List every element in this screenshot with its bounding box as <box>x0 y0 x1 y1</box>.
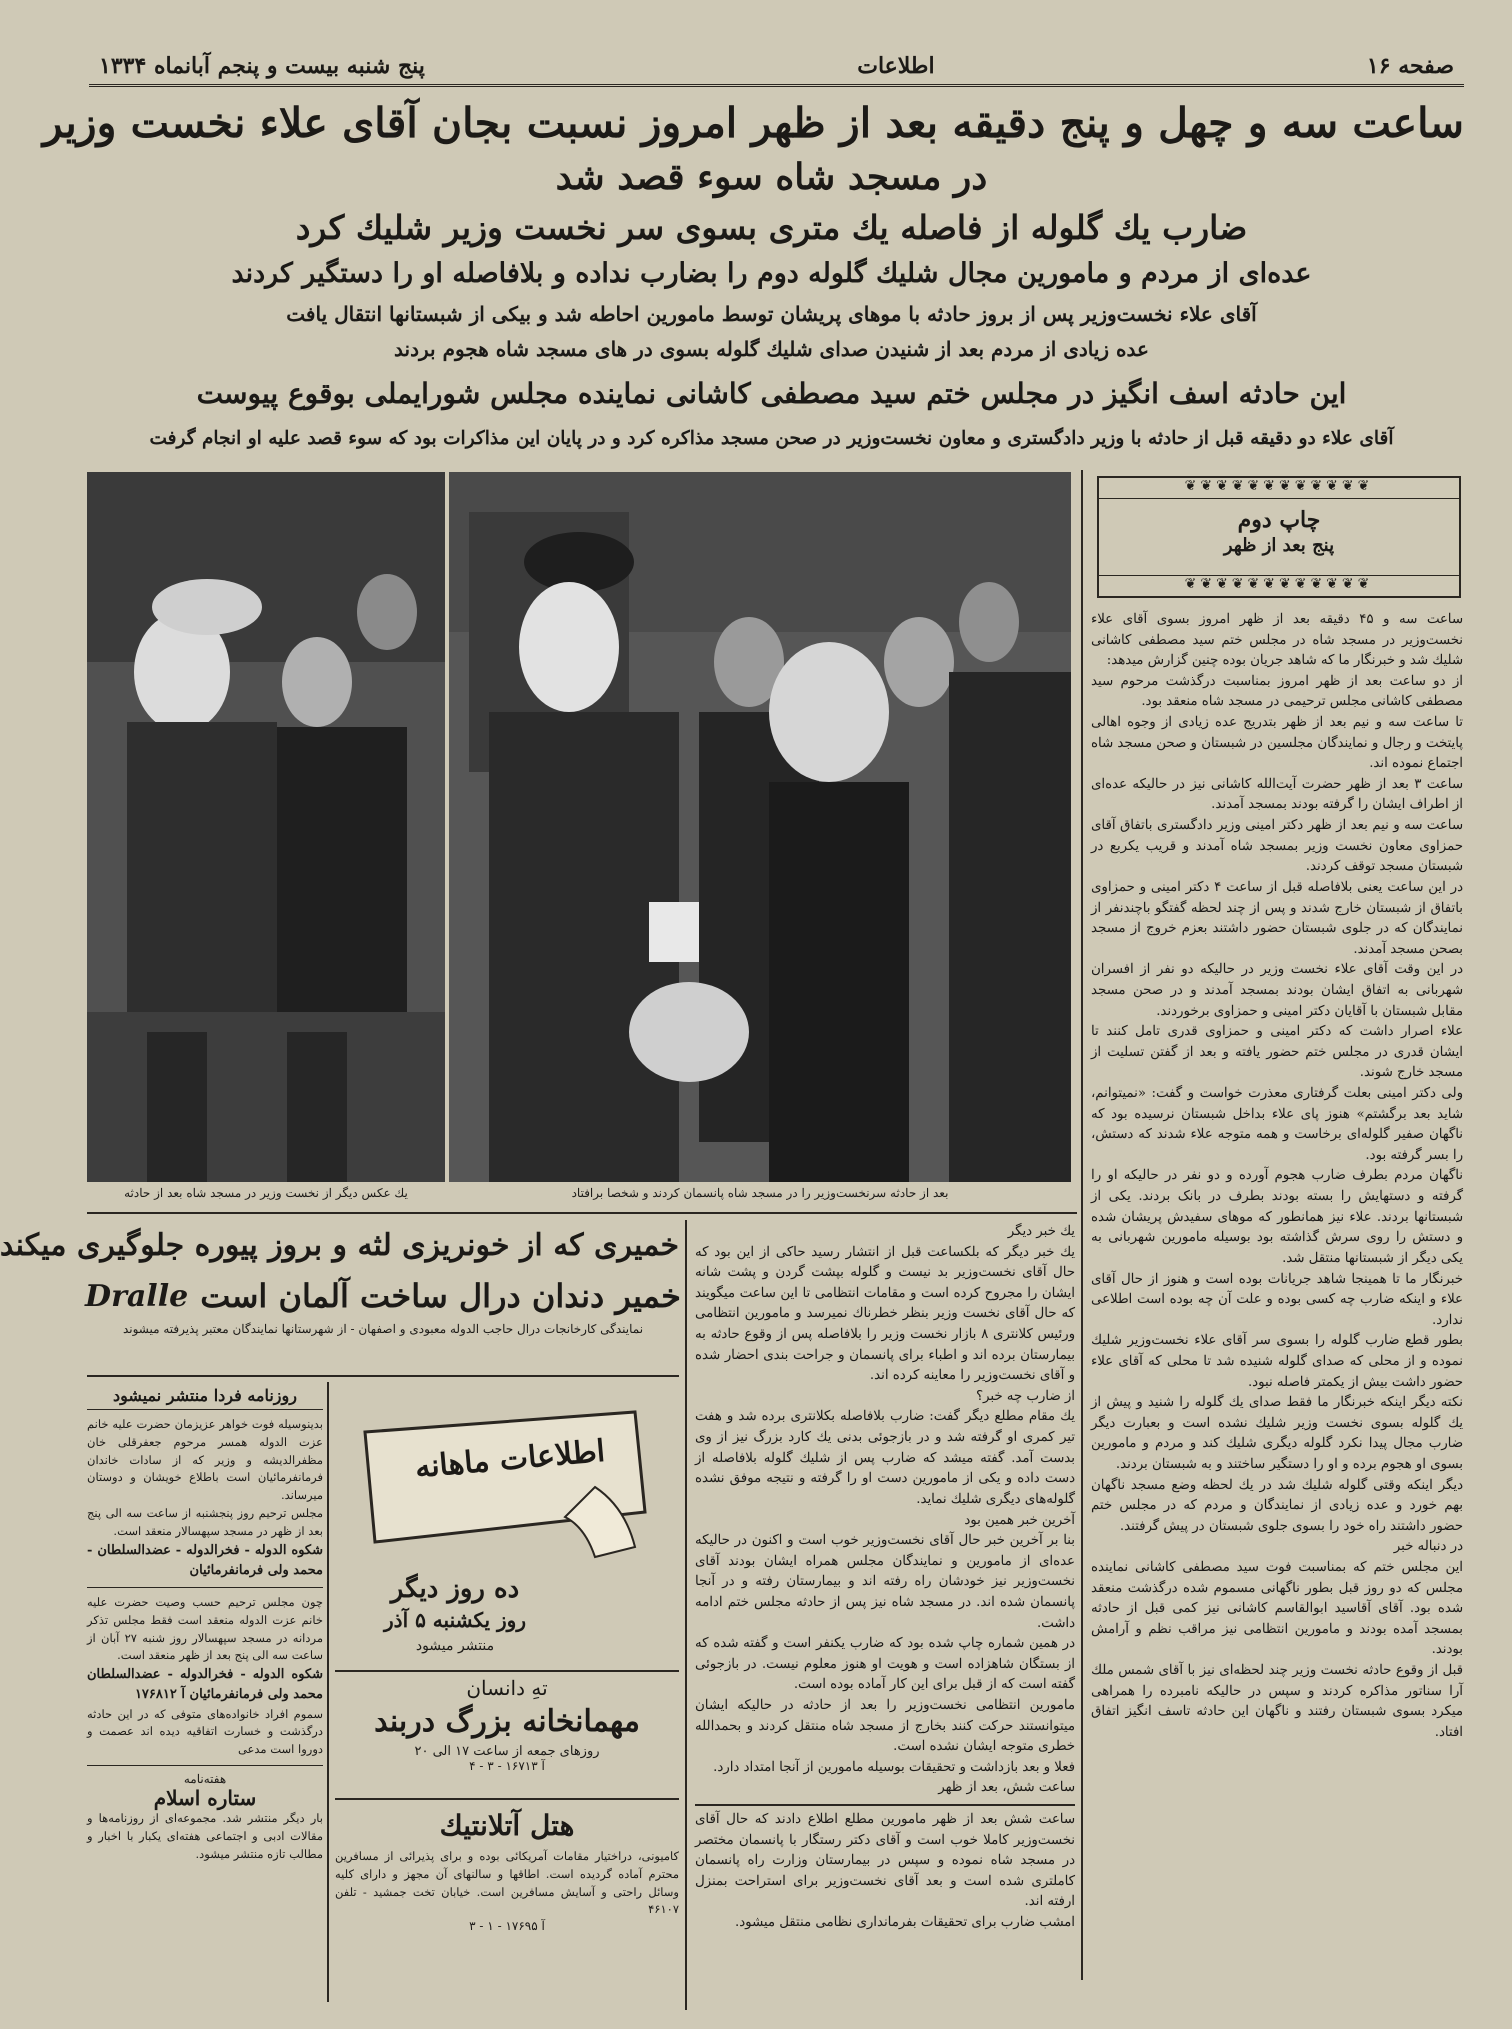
newspaper-name: اطلاعات <box>857 53 935 79</box>
notices-column <box>87 1382 323 2012</box>
monthly-rule <box>335 1670 679 1672</box>
obituary-three: سموم افراد خانواده‌های متوفی که در این حادثه درگذشت و خسارت اتفاقیه دیده اند عصمت و دوروا است مدعی <box>87 1706 323 1757</box>
section-rule <box>87 1212 1077 1214</box>
toothpaste-headline: خمیر دندان درال ساخت آلمان است <box>200 1277 681 1315</box>
inn-code: آ ۱۶۷۱۳ - ۳ - ۴ <box>469 1759 545 1773</box>
headline-sixth: عده زیادی از مردم بعد از شنیدن صدای شلیك گلوله بسوی در های مسجد شاه هجوم بردند <box>394 337 1149 361</box>
hotel-code: آ ۱۷۶۹۵ - ۱ - ۳ <box>469 1919 545 1934</box>
weekly-text: بار دیگر منتشر شد. مجموعه‌ای از روزنامه‌ها و مقالات ادبی و اجتماعی هفته‌ای یکبار با اخبار و مطالب تازه منتشر میشود. <box>87 1810 323 1861</box>
monthly-line-1: ده روز دیگر <box>390 1574 520 1604</box>
headline-eighth: آقای علاء دو دقیقه قبل از حادثه با وزیر دادگستری و معاون نخست‌وزیر در صحن مسجد مذاکره کرد و در پایان این مذاکرات بود که سوء قصد علیه او انجام گرفت <box>149 428 1394 449</box>
monthly-title: اطلاعات ماهانه <box>413 1433 607 1486</box>
dralle-logo: Dralle <box>85 1278 189 1314</box>
inn-prefix: تهِ دانسان <box>466 1676 548 1700</box>
obituary-two-signature: شکوه الدوله - فخرالدوله - عضدالسلطان محمد ولی فرمانفرمائیان آ ۱۷۶۸۱۲ <box>87 1667 323 1703</box>
ornament-top: ❦❦❦❦❦❦❦❦❦❦❦❦ <box>1099 478 1459 499</box>
middle-column-article: یك خبر دیگر یك خبر دیگر که بلکساعت قبل از انتشار رسید حاکی از این بود که حال آقای نخست‌وزیر بد نیست و گلوله بپشت گردن و پشت شانه ایشان را مجروح کرده است و مقامات انتظامی تا این ساعت میگویند که حال آقای نخست وزیر بنظر خطرناك نمیرسد و مامورین انتظامی ورئیس کلانتری ۸ بازار نخست وزیر را بلافاصله پس از وقوع حادثه به بیمارستان برده اند و اطباء برای پانسمان و جراحت بندی احضار شده و آقای نخست‌وزیر را معاینه کرده اند. از ضارب چه خبر؟ یك مقام مطلع دیگر گفت: ضارب بلافاصله بکلانتری برده شد و هفت تیر کمری او گرفته شد و در بازجوئی بدنی یك کارد بزرگ نیز از وی بدست آمد. گفته میشد که ضارب پس از شلیك گلوله بلافاصله از دست داده و یکی از مامورین دست او را گرفته و نتیجه موفق نشده گلوله‌های دیگری شلیك نماید. آخرین خبر همین بود بنا بر آخرین خبر حال آقای نخست‌وزیر خوب است و اکنون در حالیکه عده‌ای از مامورین و نمایندگان مجلس همراه ایشان بودند آقای نخست‌وزیر نیز خودشان راه رفته اند و بیمارستان رفته و در آنجا پانسمان شده اند. در مسجد شاه نیز پس از حادثه مجلس ختم ادامه داشت. در همین شماره چاپ شده بود که ضارب یکنفر است و گفته شده که از بستگان شاهزاده است و هویت او هنوز معلوم نیست. در بازجوئی گفته است که از قبل برای این کار آماده بوده است. مامورین انتظامی نخست‌وزیر را بعد از حادثه در حالیکه ایشان میتوانستند حرکت کنند بخارج از مسجد شاه منتقل کردند و بحمدالله خطری متوجه ایشان نشده است. فعلا و بعد بازداشت و تحقیقات بوسیله مامورین از آنجا امتداد دارد. ساعت شش، بعد از ظهر <box>695 1224 1075 1796</box>
hotel-text: کامیونی، دراختیار مقامات آمریکائی بوده و برای پذیرائی از مسافرین محترم آماده گردیده است. اطاقها و سالنهای آن مجهز و دارای کلیه وسائل راحتی و آسایش مسافرین است. خیابان تخت جمشید - تلفن ۴۶۱۰۷ <box>335 1849 679 1917</box>
middle-rule-bottom <box>695 1804 1075 1806</box>
headline-third: ضارب یك گلوله از فاصله یك متری بسوی سر نخست وزیر شلیك کرد <box>295 208 1248 247</box>
edition-box <box>1097 476 1461 598</box>
toothpaste-ad <box>0 1222 681 1372</box>
photo-left-caption: یك عکس دیگر از نخست وزیر در مسجد شاه بعد از حادثه <box>124 1186 408 1200</box>
journal-notice: روزنامه فردا منتشر نمیشود <box>87 1382 323 1410</box>
toothpaste-agents: نمایندگی کارخانجات درال حاجب الدوله معبودی و اصفهان - از شهرستانها نمایندگان معتبر پذیرفته میشوند <box>122 1322 644 1336</box>
edition-subtitle: پنج بعد از ظهر <box>1223 535 1335 556</box>
hand-card-illustration <box>345 1392 665 1572</box>
headline-fifth: آقای علاء نخست‌وزیر پس از بروز حادثه با موهای پریشان توسط مامورین احاطه شد و بیکی از شبستانها انتقال یافت <box>286 302 1257 326</box>
ad-rule <box>87 1375 679 1377</box>
obituary-one-signature: شکوه الدوله - فخرالدوله - عضدالسلطان - محمد ولی فرمانفرمائیان <box>87 1542 323 1578</box>
obituary-two: چون مجلس ترحیم حسب وصیت حضرت علیه خانم عزت الدوله منعقد است فقط مجلس تذکر مردانه در مسجد سپهسالار روز شنبه ۲۷ آبان از ساعت سه الی پنج بعد از ظهر منعقد است. <box>87 1594 323 1663</box>
notices-rule <box>327 1382 329 2002</box>
obituary-one: بدینوسیله فوت خواهر عزیزمان حضرت علیه خانم عزت الدوله همسر مرحوم جعفرقلی خان مظفرالدیشه و وزیر که از سادات خاندان فرمانفرمائیان است باطلاع خویشان و دوستان میرساند. مجلس ترحیم روز پنجشنبه از ساعت سه الی پنج بعد از ظهر در مسجد سپهسالار منعقد است. <box>87 1417 323 1538</box>
monthly-ad <box>335 1382 679 1667</box>
headline-seventh: این حادثه اسف انگیز در مجلس ختم سید مصطفی کاشانی نماینده مجلس شورایملی بوقوع پیوست <box>196 377 1347 410</box>
headline-second: در مسجد شاه سوء قصد شد <box>555 156 988 198</box>
right-column-article: ساعت سه و ۴۵ دقیقه بعد از ظهر امروز بسوی آقای علاء نخست‌وزیر در مسجد شاه در مجلس ختم سید مصطفی کاشانی شلیك شد و خبرنگار ما که شاهد جریان بوده چنین گزارش میدهد: از دو ساعت بعد از ظهر امروز بمناسبت درگذشت مرحوم سید مصطفی کاشانی مجلس ترحیمی در مسجد شاه منعقد بود. تا ساعت سه و نیم بعد از ظهر بتدریج عده زیادی از وجوه اهالی پایتخت و رجال و نمایندگان مجلسین در شبستان و صحن مسجد شاه اجتماع نموده اند. ساعت ۳ بعد از ظهر حضرت آیت‌الله کاشانی نیز در حالیکه عده‌ای از اطراف ایشان را گرفته بودند بمسجد آمدند. ساعت سه و نیم بعد از ظهر دکتر امینی وزیر دادگستری باتفاق آقای حمزاوی معاون نخست وزیر بمسجد شاه آمدند و قریب یکربع در شبستان مسجد توقف کردند. در این ساعت یعنی بلافاصله قبل از ساعت ۴ دکتر امینی و حمزاوی باتفاق از شبستان خارج شدند و پس از چند لحظه گفتگو باچندنفر از نمایندگان که در جلوی شبستان حضور داشتند بعزم خروج از مسجد بصحن مسجد آمدند. در این وقت آقای علاء نخست وزیر در حالیکه دو نفر از افسران شهربانی به اتفاق ایشان بودند بمسجد آمدند و در صحن مسجد مقابل شبستان با آقایان دکتر امینی و حمزاوی برخوردند. علاء اصرار داشت که دکتر امینی و حمزاوی قدری تامل کنند تا ایشان قدری در مجلس ختم حضور یافته و بعد از گفتن تسلیت از مسجد خارج شوند. ولی دکتر امینی بعلت گرفتاری معذرت خواست و گفت: «نمیتوانم، شاید بعد برگشتم» هنوز پای علاء بداخل شبستان نرسیده بود که ناگهان صفیر گلوله‌ای برخاست و همه متوجه علاء شدند که دستش، را بسر گرفته بود. ناگهان مردم بطرف ضارب هجوم آورده و دو نفر در حالیکه او را گرفته و دستهایش را بسته بودند بطرف در بانک بردند. یکی از شبستانها بردند. علاء نیز همانطور که موهای سفیدش پریشان شده و دستش را روی سرش گذاشته بود بوسیله مامورین شهربانی به یکی دیگر از شبستانها منتقل شد. خبرنگار ما تا همینجا شاهد جریانات بوده است و هنوز از حال آقای علاء و اینکه ضارب چه کسی بوده و علت آن چه بوده است اطلاعی ندارد. بطور قطع ضارب گلوله را بسوی سر آقای علاء نخست‌وزیر شلیك نموده و از محلی که صدای گلوله شنیده شد تا محلی که آقای علاء حضور داشت بیش از یکمتر فاصله نبود. نکته دیگر اینکه خبرنگار ما فقط صدای یك گلوله را شنید و پیش از یك گلوله بسوی نخست وزیر شلیك نشده است و بعبارت دیگر ضارب مجال پیدا نکرد گلوله دیگری شلیك کند و مردم و مامورین بسوی او هجوم برده و او را دستگیر ساختند و به شبستان بردند. دیگر اینکه وقتی گلوله شلیك شد در یك لحظه وضع مسجد ناگهان بهم خورد و عده زیادی از نمایندگان و مردم که در مجلس ختم حضور داشتند راه خود را بسوی جلوی شبستان در پیش گرفتند. در دنباله خبر این مجلس ختم که بمناسبت فوت سید مصطفی کاشانی نماینده مجلس که دو روز قبل بطور ناگهانی مسموم شده درگذشت منعقد شده بود. آقای آقاسید ابوالقاسم کاشانی نیز کمی قبل از حادثه بمسجد آمده بودند و مامورین انتظامی نیز مراقب نظم و آرامش بودند. قبل از وقوع حادثه نخست وزیر چند لحظه‌ای نیز با آقای شمس ملك آرا سناتور مذاکره کردند و سپس در حالیکه نامبرده را همراهی میکرد بسوی شبستان رفتند و ناگهان این حادثه تاسف انگیز اتفاق افتاد. <box>1091 612 1463 1740</box>
page-number: صفحه ۱۶ <box>1366 53 1454 79</box>
photo-left <box>87 472 445 1182</box>
hotel-title: هتل آتلانتیك <box>439 1809 575 1842</box>
ornament-bottom: ❦❦❦❦❦❦❦❦❦❦❦❦ <box>1099 575 1459 596</box>
bottom-article: ساعت شش بعد از ظهر مامورین مطلع اطلاع دادند که حال آقای نخست‌وزیر کاملا خوب است و آقای دکتر رستگار با پانسمان مختصر در مسجد شاه نموده و سپس در بیمارستان وزارت راه پانسمان کاملتری شده است و بعد آقای نخست‌وزیر برای استراحت بمنزل ارفته اند. امشب ضارب برای تحقیقات بفرمانداری نظامی منتقل میشود. <box>695 1812 1075 1931</box>
column-rule <box>1081 470 1083 1980</box>
page-header <box>89 48 1464 87</box>
monthly-line-3: منتشر میشود <box>415 1638 495 1654</box>
darband-inn-ad <box>335 1676 679 1796</box>
monthly-line-2: روز یکشنبه ۵ آذر <box>384 1608 526 1632</box>
weekly-title: ستاره اسلام <box>153 1785 257 1810</box>
middle-rule <box>685 1220 687 2010</box>
photo-right <box>449 472 1071 1182</box>
edition-title: چاپ دوم <box>1237 507 1321 533</box>
inn-hours: روزهای جمعه از ساعت ۱۷ الی ۲۰ <box>414 1744 600 1759</box>
toothpaste-slogan: خمیری که از خونریزی لثه و بروز پیوره جلوگیری میکند <box>0 1228 679 1263</box>
photo-right-caption: بعد از حادثه سرنخست‌وزیر را در مسجد شاه پانسمان کردند و شخصا برافتاد <box>571 1186 949 1200</box>
headline-fourth: عده‌ای از مردم و مامورین مجال شلیك گلوله دوم را بضارب نداده و بلافاصله او را دستگیر کردند <box>231 258 1312 289</box>
weekly-head: هفته‌نامه <box>183 1771 227 1786</box>
issue-date: پنج شنبه بیست و پنجم آبانماه ۱۳۳۴ <box>99 53 425 79</box>
inn-rule <box>335 1798 679 1800</box>
headline-main: ساعت سه و چهل و پنج دقیقه بعد از ظهر امروز نسبت بجان آقای علاء نخست وزیر <box>42 99 1464 147</box>
inn-title: مهمانخانه بزرگ دربند <box>374 1704 640 1739</box>
atlantic-hotel-ad <box>335 1804 679 2004</box>
